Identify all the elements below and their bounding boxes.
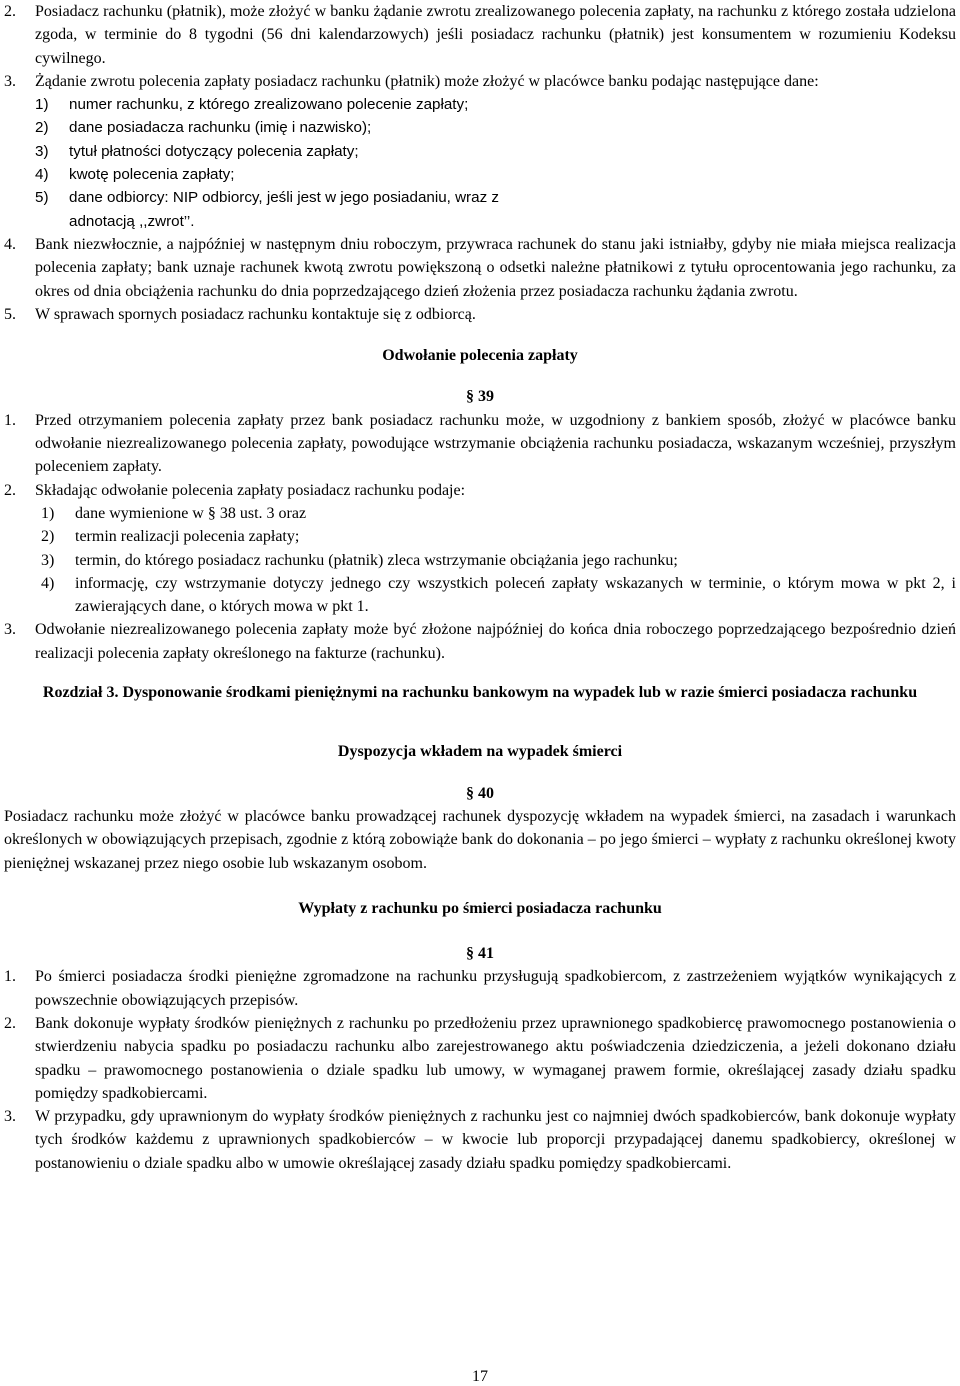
item-text: Po śmierci posiadacza środki pieniężne zgromadzone na rachunku przysługują spadkobiercom, z zastrzeżeniem wyjątków wynikających z powszechnie obowiązujących przepisów.: [35, 968, 956, 1009]
page-number: 17: [472, 1368, 488, 1385]
sub-item-text: kwotę polecenia zapłaty;: [69, 166, 235, 184]
item-number: 4.: [4, 235, 16, 253]
sub-item-text: numer rachunku, z którego zrealizowano polecenie zapłaty;: [69, 96, 469, 114]
item-text: Składając odwołanie polecenia zapłaty posiadacz rachunku podaje:: [35, 481, 466, 499]
item-number: 2.: [4, 481, 16, 499]
section-heading: [4, 344, 956, 367]
item-text: Bank niezwłocznie, a najpóźniej w następnym dniu roboczym, przywraca rachunek do stanu jaki istniałby, gdyby nie miała miejsca realizacja polecenia zapłaty; bank uznaje rachunek kwotą zwrotu powiększoną o odsetki należne płatnikowi z tytułu oprocentowania jego rachunku, za okres od dnia obciążenia rachunku do dnia poprzedzającego dzień złożenia przez posiadacza rachunku żądania zwrotu.: [35, 235, 956, 300]
paragraph-mark: § 41: [466, 945, 494, 963]
item-text: Żądanie zwrotu polecenia zapłaty posiadacz rachunku (płatnik) może złożyć w placówce banku podając następujące dane:: [35, 72, 819, 90]
item-number: 1.: [4, 968, 16, 986]
chapter-heading: Rozdział 3. Dysponowanie środkami pieniężnymi na rachunku bankowym na wypadek lub w razie śmierci posiadacza rachunku: [42, 684, 918, 702]
sub-item-number: 3): [35, 142, 49, 160]
paragraph-mark: § 40: [466, 784, 494, 802]
list-item: [4, 0, 956, 70]
item-number: 2.: [4, 1014, 16, 1032]
item-text: W sprawach spornych posiadacz rachunku kontaktuje się z odbiorcą.: [35, 305, 476, 323]
item-text: Odwołanie niezrealizowanego polecenia zapłaty może być złożone najpóźniej do końca dnia roboczego poprzedzającego bezpośrednio dzień realizacji polecenia zapłaty określonego na fakturze (rachunku).: [35, 621, 956, 662]
page-content: [4, 0, 956, 1175]
section-heading: Dyspozycja wkładem na wypadek śmierci: [337, 743, 623, 761]
sub-item-text: dane wymienione w § 38 ust. 3 oraz: [75, 504, 307, 522]
item-number: 3.: [4, 72, 16, 90]
sub-item-text: dane posiadacza rachunku (imię i nazwisko);: [69, 119, 372, 137]
sub-item-text: termin, do którego posiadacz rachunku (płatnik) zleca wstrzymanie obciążania jego rachunku;: [75, 551, 678, 569]
data-list: [4, 93, 956, 233]
sub-item-number: 3): [41, 551, 55, 569]
sub-item-number: 2): [35, 119, 49, 137]
item-number: 3.: [4, 1108, 16, 1126]
item-text: W przypadku, gdy uprawnionym do wypłaty środków pieniężnych z rachunku jest co najmniej dwóch spadkobierców, bank dokonuje wypłaty tych środków każdemu z uprawnionych spadkobierców – w kwocie lub proporcji przypadającej danemu spadkobiercy, określonej w postanowieniu o dziale spadku albo w umowie określającej zasady działu spadku pomiędzy spadkobiercami.: [35, 1108, 956, 1172]
sub-item-number: 1): [35, 96, 49, 114]
sub-item-text: dane odbiorcy: NIP odbiorcy, jeśli jest w jego posiadaniu, wraz z adnotacją ,,zwrot’’.: [69, 189, 499, 230]
list-item: [4, 233, 956, 303]
item-number: 2.: [4, 3, 16, 20]
sub-item-number: 4): [35, 166, 49, 184]
item-text: Przed otrzymaniem polecenia zapłaty przez bank posiadacz rachunku może, w uzgodniony z bankiem sposób, złożyć w placówce banku odwołanie niezrealizowanego polecenia zapłaty, powodujące wstrzymanie obciążenia rachunku posiadacza, wskazanym wcześniej, przyszłym poleceniem zapłaty.: [35, 411, 956, 476]
list-item: [4, 303, 956, 326]
section-heading: Wypłaty z rachunku po śmierci posiadacza rachunku: [298, 899, 662, 917]
sub-list-item: [41, 502, 956, 525]
section-paragraph: Posiadacz rachunku może złożyć w placówce banku prowadzącej rachunek dyspozycję wkładem na wypadek śmierci, na zasadach i warunkach określonych w obowiązujących przepisach, zgodnie z którą zobowiąże bank do dokonania – po jego śmierci – wypłaty z rachunku określonej kwoty pieniężnej wskazanej przez niego osobie lub wskazanym osobom.: [4, 807, 956, 872]
sub-list-item: [35, 93, 956, 116]
paragraph-mark: § 39: [466, 388, 494, 406]
sub-item-text: informację, czy wstrzymanie dotyczy jednego czy wszystkich poleceń zapłaty wskazanych w terminie, o którym mowa w pkt 2, i zawierających dane, o których mowa w pkt 1.: [75, 574, 956, 616]
item-number: 1.: [4, 411, 16, 429]
sub-item-number: 4): [41, 574, 55, 592]
sub-list-item: [41, 572, 956, 619]
list-item: [4, 409, 956, 479]
list-item: [4, 1012, 956, 1105]
list-item: [4, 965, 956, 1012]
list-item: [4, 1105, 956, 1175]
list-item: [4, 618, 956, 665]
item-number: 5.: [4, 305, 16, 323]
sub-item-number: 5): [35, 189, 49, 207]
sub-list-item: [35, 186, 555, 233]
section-title: Odwołanie polecenia zapłaty: [382, 347, 578, 365]
sub-item-number: 1): [41, 504, 55, 522]
list-item: [4, 479, 956, 502]
item-number: 3.: [4, 621, 16, 639]
sub-list-item: [41, 549, 956, 572]
sub-item-number: 2): [41, 528, 55, 546]
sub-list-item: [35, 140, 956, 163]
sub-item-text: tytuł płatności dotyczący polecenia zapłaty;: [69, 142, 359, 160]
list-item: [4, 70, 956, 93]
item-text: Bank dokonuje wypłaty środków pieniężnych z rachunku po przedłożeniu przez uprawnionego spadkobiercę prawomocnego postanowienia o stwierdzeniu nabycia spadku po posiadaczu rachunku albo zarejestrowanego aktu poświadczenia dziedziczenia, a jeżeli dokonano działu spadku – prawomocnego postanowienia o dziale spadku lub umowy, w wymaganej prawem formie, określającej zasady działu spadku pomiędzy spadkobiercami.: [35, 1014, 956, 1102]
item-text: Posiadacz rachunku (płatnik), może złożyć w banku żądanie zwrotu zrealizowanego polecenia zapłaty, na rachunku z którego została udzielona zgoda, w terminie do 8 tygodni (56 dni kalendarzowych) jeśli posiadacz rachunku (płatnik) jest konsumentem w rozumieniu Kodeksu cywilnego.: [35, 3, 956, 67]
sub-list-item: [35, 163, 956, 186]
sub-list-item: [35, 116, 956, 139]
sub-list-item: [41, 525, 956, 548]
sub-item-text: termin realizacji polecenia zapłaty;: [75, 528, 300, 546]
